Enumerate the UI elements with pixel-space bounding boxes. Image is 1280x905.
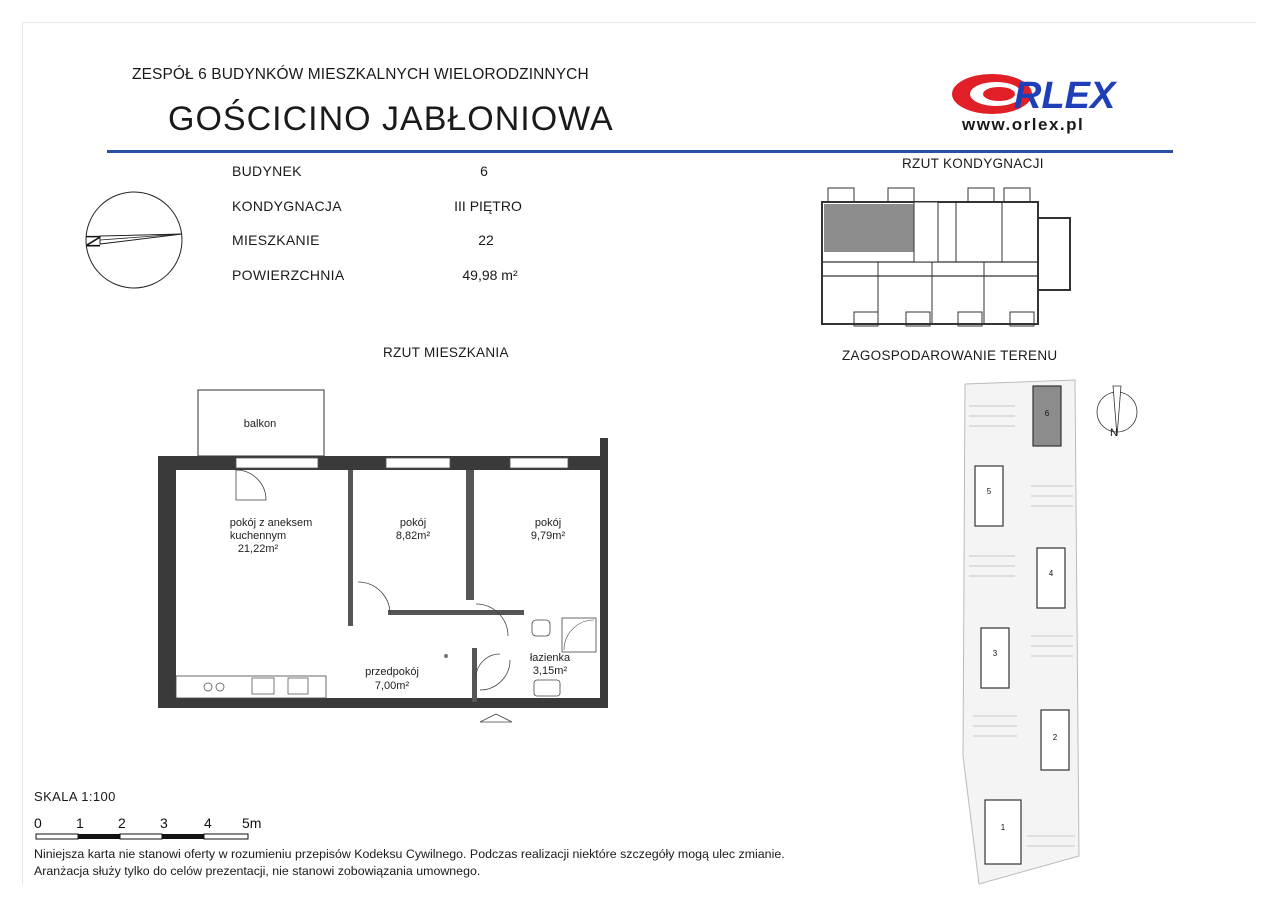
scale-tick-5: 5m [242, 815, 262, 831]
info-value-kondygnacja: III PIĘTRO [454, 198, 522, 214]
bathroom-name: łazienka [529, 652, 571, 664]
info-value-budynek: 6 [480, 163, 488, 179]
info-label-mieszkanie: MIESZKANIE [232, 232, 320, 248]
room-living-line1: pokój z aneksem [229, 517, 313, 529]
site-building-6 [1033, 386, 1061, 446]
entry-marker [480, 714, 512, 722]
svg-text:4: 4 [1048, 569, 1054, 578]
site-plan [955, 376, 1195, 896]
site-building-5 [975, 466, 1003, 526]
room1-area: 8,82m² [395, 530, 431, 542]
scale-bar [28, 812, 288, 844]
info-label-powierzchnia: POWIERZCHNIA [232, 267, 345, 283]
scale-tick-3: 3 [160, 815, 168, 831]
site-building-4 [1037, 548, 1065, 608]
scale-tick-0: 0 [34, 815, 42, 831]
wall-room1-left [348, 470, 353, 626]
site-building-2 [1041, 710, 1069, 770]
svg-text:3: 3 [992, 649, 998, 658]
north-compass [78, 188, 186, 292]
scale-label: SKALA 1:100 [34, 789, 116, 804]
site-north-compass [1097, 386, 1137, 439]
door-room1-swing [358, 582, 390, 614]
room2-area: 9,79m² [530, 530, 566, 542]
site-building-3 [981, 628, 1009, 688]
shower-tray [562, 618, 596, 652]
room-living-line2: kuchennym [229, 530, 287, 542]
svg-text:6: 6 [1044, 409, 1050, 418]
project-subtitle: ZESPÓŁ 6 BUDYNKÓW MIESZKALNYCH WIELORODZINNYCH [132, 66, 589, 83]
kitchen-counter [176, 676, 326, 698]
wall-left [158, 456, 176, 708]
info-label-budynek: BUDYNEK [232, 163, 302, 179]
entry-door-swing [480, 660, 510, 690]
window-3 [510, 458, 568, 468]
disclaimer-line-1: Niniejsza karta nie stanowi oferty w rozumieniu przepisów Kodeksu Cywilnego. Podczas realizacji niektóre szczegóły mogą ulec zmianie. [34, 847, 785, 861]
info-value-powierzchnia: 49,98 m² [462, 267, 518, 283]
project-title: GOŚCICINO JABŁONIOWA [168, 100, 614, 138]
site-building-1 [985, 800, 1021, 864]
fridge [288, 678, 308, 694]
apartment-plan-heading: RZUT MIESZKANIA [383, 345, 509, 360]
svg-text:5: 5 [986, 487, 992, 496]
logo-url: www.orlex.pl [962, 115, 1085, 134]
apartment-plan [150, 378, 630, 738]
logo-brand-text: RLEX [1014, 75, 1116, 117]
bathroom-area: 3,15m² [532, 665, 568, 677]
scale-tick-2: 2 [118, 815, 126, 831]
svg-text:2: 2 [1052, 733, 1058, 742]
info-label-kondygnacja: KONDYGNACJA [232, 198, 342, 214]
floor-plan-highlighted-unit [824, 204, 914, 252]
door-bath-swing [476, 654, 500, 678]
wall-room2-left [466, 470, 474, 600]
door-room2-swing [476, 604, 508, 636]
site-plan-heading: ZAGOSPODAROWANIE TERENU [842, 348, 1058, 363]
balcony-door-swing [236, 470, 266, 500]
scale-tick-4: 4 [204, 815, 212, 831]
hall-name: przedpokój [365, 666, 419, 678]
wall-right [600, 438, 608, 708]
disclaimer-line-2: Aranżacja służy tylko do celów prezentacji, nie stanowi zobowiązania umownego. [34, 864, 481, 878]
hall-area: 7,00m² [374, 680, 410, 692]
room-living-area: 21,22m² [237, 543, 279, 555]
window-2 [386, 458, 450, 468]
header-rule [107, 150, 1173, 153]
svg-text:1: 1 [1000, 823, 1006, 832]
room2-name: pokój [534, 517, 562, 529]
svg-text:N: N [1110, 427, 1118, 439]
info-value-mieszkanie: 22 [478, 232, 494, 248]
balcony-label: balkon [243, 418, 277, 430]
kitchen-sink [252, 678, 274, 694]
wall-room1-bottom [388, 610, 472, 615]
washbasin [534, 680, 560, 696]
toilet [532, 620, 550, 636]
window-1 [236, 458, 318, 468]
floor-plan-thumbnail [818, 184, 1074, 330]
floor-plan-heading: RZUT KONDYGNACJI [902, 156, 1044, 171]
compass-north-label: N [84, 234, 105, 248]
room1-name: pokój [399, 517, 427, 529]
wall-bottom [158, 698, 608, 708]
scale-tick-1: 1 [76, 815, 84, 831]
